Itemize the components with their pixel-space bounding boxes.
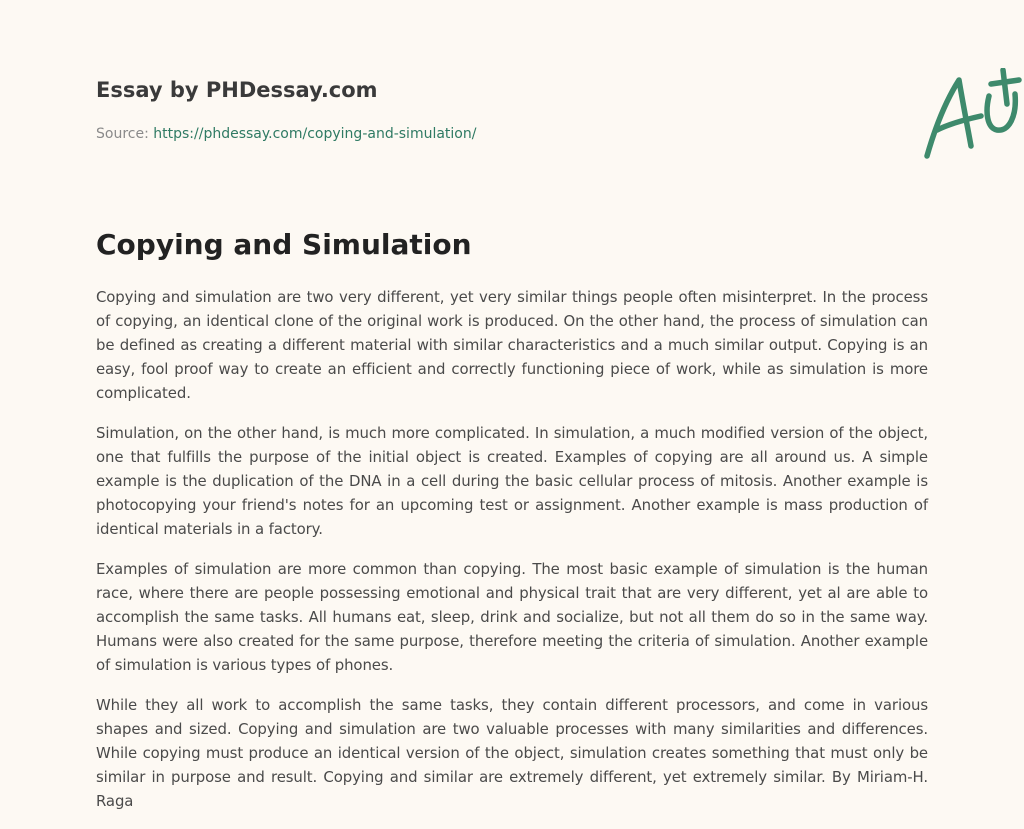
essay-paragraph: While they all work to accomplish the same tasks, they contain different processors, and come in various shapes and sized. Copying and simulation are two valuable processes with many similarities and differences. While copying must produce an identical version of the object, simulation creates something that must only be similar in purpose and result. Copying and similar are extremely different, yet extremely similar. By Miriam-H. Raga — [96, 696, 928, 810]
essay-paragraph: Simulation, on the other hand, is much more complicated. In simulation, a much modified version of the object, one that fulfills the purpose of the initial object is created. Examples of copying are all around us. A simple example is the duplication of the DNA in a cell during the basic cellular process of mitosis. Another example is photocopying your friend's notes for an upcoming test or assignment. Another example is mass production of identical materials in a factory. — [96, 424, 928, 538]
essay-paragraph: Copying and simulation are two very different, yet very similar things people often misinterpret. In the process of copying, an identical clone of the original work is produced. On the other hand, the process of simulation can be defined as creating a different material with similar characteristics and a much similar output. Copying is an easy, fool proof way to create an efficient and correctly functioning piece of work, while as simulation is more complicated. — [96, 288, 928, 402]
source-label: Source: — [96, 126, 154, 142]
a-plus-grade-icon — [919, 68, 1023, 164]
source-line — [96, 124, 476, 144]
essay-title: Copying and Simulation — [96, 228, 472, 261]
site-title: Essay by PHDessay.com — [96, 78, 378, 102]
essay-body — [96, 285, 928, 829]
source-link[interactable]: https://phdessay.com/copying-and-simulation/ — [153, 126, 477, 142]
essay-paragraph: Examples of simulation are more common than copying. The most basic example of simulation is the human race, where there are people possessing emotional and physical trait that are very different, yet al are able to accomplish the same tasks. All humans eat, sleep, drink and socialize, but not all them do so in the same way. Humans were also created for the same purpose, therefore meeting the criteria of simulation. Another example of simulation is various types of phones. — [96, 560, 928, 674]
